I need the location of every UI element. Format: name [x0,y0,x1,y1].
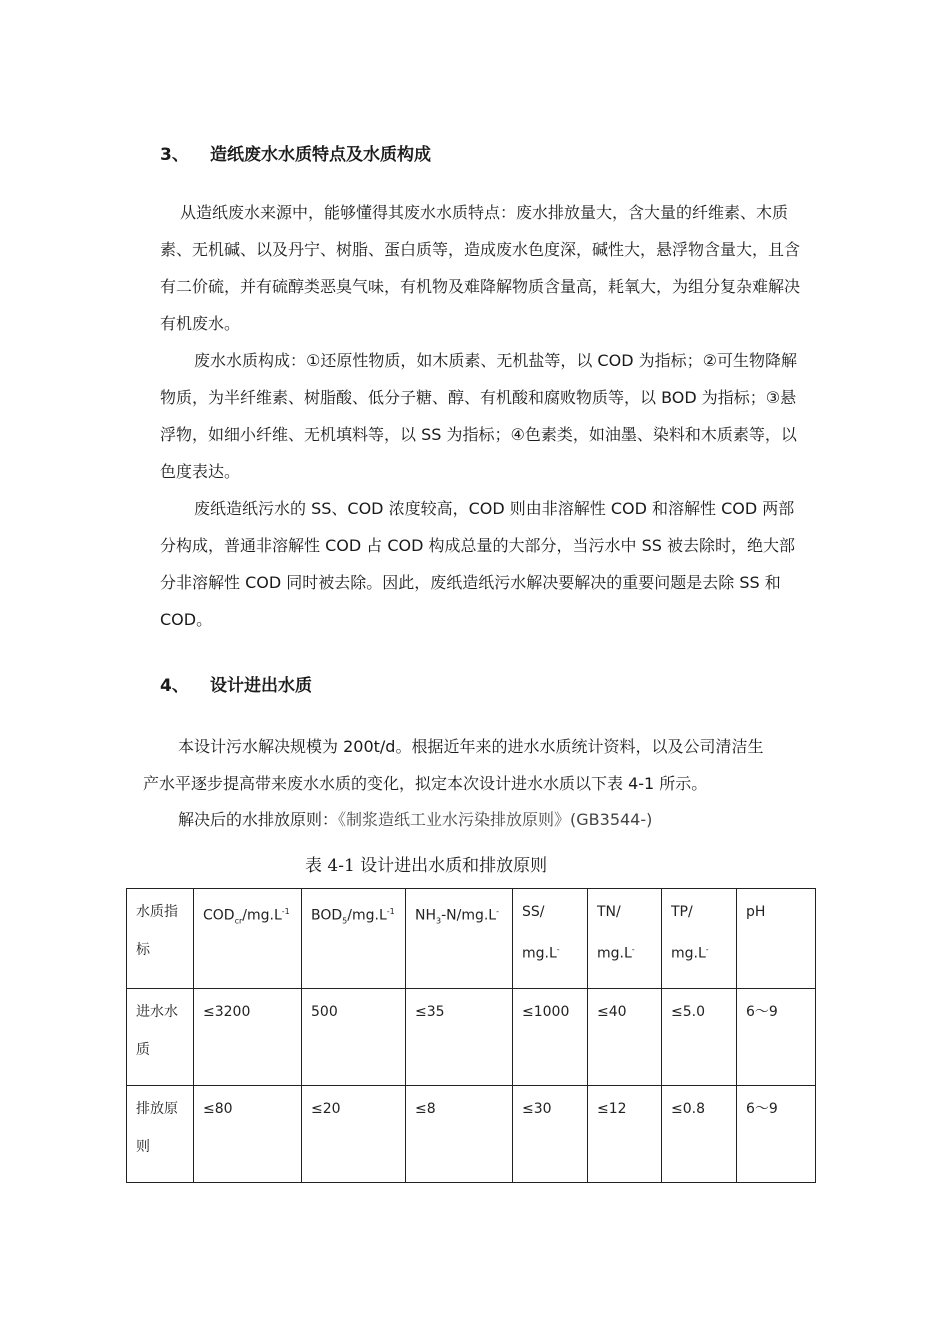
row-label: 排放原则 [127,1086,194,1183]
header-ph: pH [737,889,816,989]
cell-cod: ≤3200 [194,989,302,1086]
header-ss: SS/ mg.L- [513,889,588,989]
section-3-paragraph-2: 废水水质构成：①还原性物质，如木质素、无机盐等，以 COD 为指标；②可生物降解物质，为半纤维素、树脂酸、低分子糖、醇、有机酸和腐败物质等，以 BOD 为指标；③悬浮物，如细小纤维、无机填料等，以 SS 为指标；④色素类，如油墨、染料和木质素等，以色度表达。 [160,351,797,481]
water-quality-table [126,888,816,1183]
section-3-paragraph-3: 废纸造纸污水的 SS、COD 浓度较高，COD 则由非溶解性 COD 和溶解性 COD 两部分构成，普通非溶解性 COD 占 COD 构成总量的大部分，当污水中 SS 被去除时，绝大部分非溶解性 COD 同时被去除。因此，废纸造纸污水解决要解决的重要问题是去除 SS 和 COD。 [160,499,796,629]
cell-bod: 500 [302,989,406,1086]
section-3-number: 3、 [160,145,189,165]
section-3-title: 造纸废水水质特点及水质构成 [210,145,431,165]
section-4-paragraph-1-line-1: 本设计污水解决规模为 200t/d。根据近年来的进水水质统计资料，以及公司清洁生 [178,737,764,756]
cell-ss: ≤30 [513,1086,588,1183]
cell-ph: 6～9 [737,1086,816,1183]
header-bod: $BOD_5/mg.L^{-1}$ [302,889,406,989]
cell-nh3n: ≤35 [406,989,513,1086]
cell-bod: ≤20 [302,1086,406,1183]
header-tp: TP/ mg.L- [662,889,737,989]
header-nh3n: $NH_3-N/mg.L^-$ [406,889,513,989]
cell-tn: ≤40 [588,989,662,1086]
cell-ph: 6～9 [737,989,816,1086]
section-4-paragraph-2 [178,807,652,830]
section-4-heading [160,671,312,696]
section-4-title: 设计进出水质 [210,676,312,696]
row-label: 进水水质 [127,989,194,1086]
discharge-standard-name: 《制浆造纸工业水污染排放原则》(GB3544-) [338,810,653,829]
header-indicator: 水质指标 [127,889,194,989]
section-4-number: 4、 [160,676,189,696]
cell-tp: ≤5.0 [662,989,737,1086]
cell-cod: ≤80 [194,1086,302,1183]
table-caption: 表 4-1 设计进出水质和排放原则 [305,856,548,876]
table-row-influent [127,989,816,1086]
cell-tn: ≤12 [588,1086,662,1183]
section-3-heading [160,140,431,165]
section-3-paragraph-1: 从造纸废水来源中，能够懂得其废水水质特点：废水排放量大，含大量的纤维素、木质素、无机碱、以及丹宁、树脂、蛋白质等，造成废水色度深，碱性大，悬浮物含量大，且含有二价硫，并有硫醇类恶臭气味，有机物及难降解物质含量高，耗氧大，为组分复杂难解决有机废水。 [160,203,801,333]
header-cod: $COD_{cr}/mg.L^{-1}$ [194,889,302,989]
cell-ss: ≤1000 [513,989,588,1086]
discharge-standard-label: 解决后的水排放原则： [178,810,339,829]
cell-tp: ≤0.8 [662,1086,737,1183]
table-header-row [127,889,816,989]
header-tn: TN/ mg.L- [588,889,662,989]
cell-nh3n: ≤8 [406,1086,513,1183]
section-4-paragraph-1-line-2: 产水平逐步提高带来废水水质的变化，拟定本次设计进水水质以下表 4-1 所示。 [143,774,708,793]
table-row-discharge [127,1086,816,1183]
